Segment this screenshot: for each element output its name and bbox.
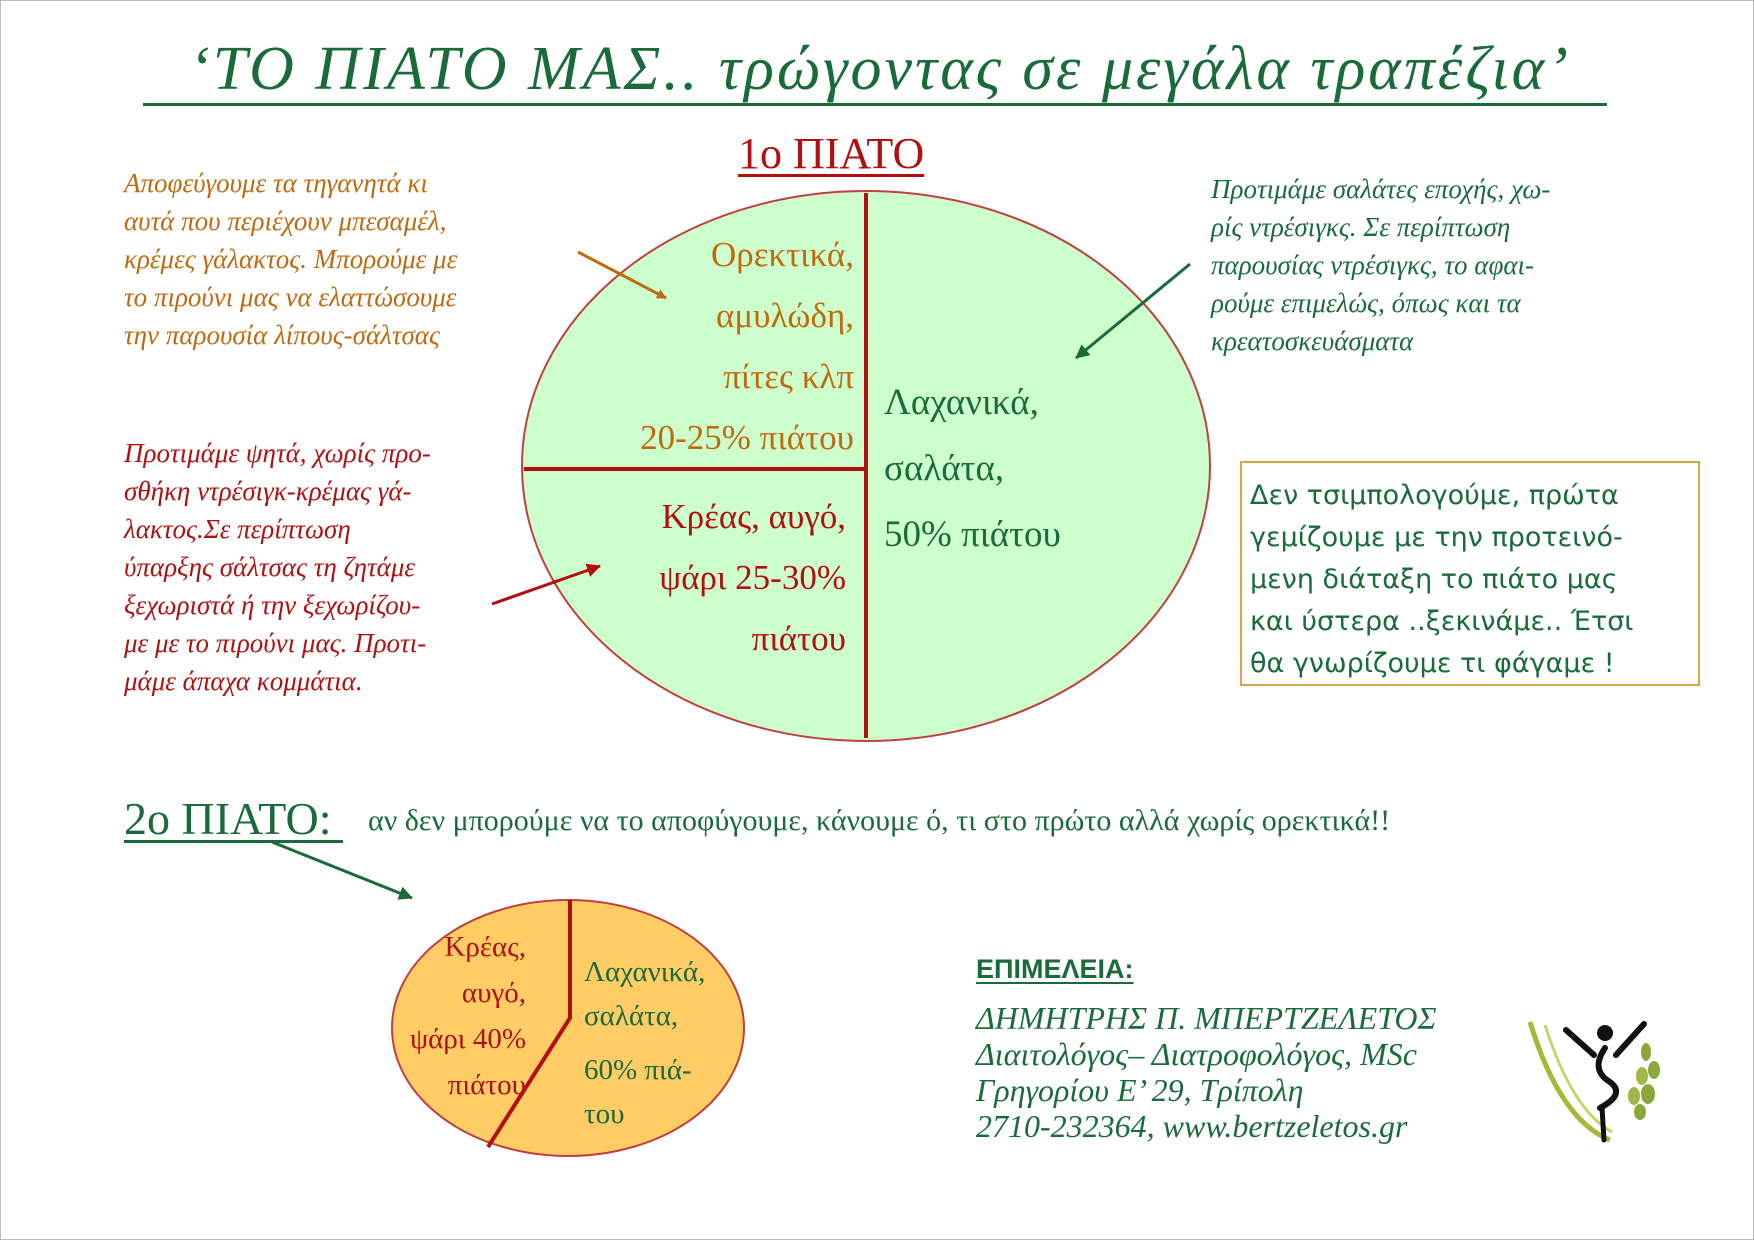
segment-line: σαλάτα,	[884, 448, 1005, 489]
plate-1-segment-meat	[659, 486, 846, 669]
note-line: Αποφεύγουμε τα τηγανητά κι	[124, 168, 428, 198]
note-line: Προτιμάμε σαλάτες εποχής, χω-	[1211, 174, 1551, 204]
segment-line: 20-25% πιάτου	[640, 418, 854, 457]
credits-label: ΕΠΙΜΕΛΕΙΑ:	[976, 954, 1134, 984]
credits-address: Γρηγορίου Ε’ 29, Τρίπολη	[976, 1072, 1304, 1108]
credits-contact: 2710-232364, www.bertzeletos.gr	[976, 1108, 1408, 1144]
note-line: την παρουσία λίπους-σάλτσας	[124, 320, 440, 350]
note-line: κρέμες γάλακτος. Μπορούμε με	[124, 244, 458, 274]
title-underline	[143, 103, 1607, 106]
note-line: το πιρούνι μας να ελαττώσουμε	[124, 282, 457, 312]
segment-line: Κρέας, αυγό,	[661, 497, 846, 536]
note-fried	[124, 164, 457, 354]
note-line: μάμε άπαχα κομμάτια.	[124, 666, 363, 696]
credits-name: ΔΗΜΗΤΡΗΣ Π. ΜΠΕΡΤΖΕΛΕΤΟΣ	[976, 1000, 1437, 1036]
segment-line: πιάτου	[751, 619, 846, 658]
plate-2-segment-vegetables	[584, 950, 705, 1136]
segment-line: 50% πιάτου	[884, 514, 1061, 555]
segment-line: του	[584, 1098, 625, 1130]
plate-1-heading: 1ο ΠΙΑΤΟ	[738, 129, 925, 178]
credits-title: Διαιτολόγος– Διατροφολόγος, MSc	[976, 1036, 1417, 1072]
note-line: ρούμε επιμελώς, όπως και τα	[1211, 288, 1521, 318]
note-line: ρίς ντρέσιγκς. Σε περίπτωση	[1211, 212, 1511, 242]
advice-line: και ύστερα ..ξεκινάμε.. Έτσι	[1250, 606, 1634, 637]
advice-box	[1240, 461, 1700, 686]
credits-block	[976, 1000, 1436, 1144]
segment-line: Λαχανικά,	[584, 956, 706, 988]
note-line: λακτος.Σε περίπτωση	[124, 514, 351, 544]
page-title: ‘ΤΟ ΠΙΑΤΟ ΜΑΣ.. τρώγοντας σε μεγάλα τραπέζια’	[189, 35, 1571, 103]
segment-line: ψάρι 40%	[409, 1023, 526, 1055]
segment-line: πιάτου	[447, 1069, 526, 1101]
note-line: σθήκη ντρέσιγκ-κρέμας γά-	[124, 476, 412, 506]
note-line: αυτά που περιέχουν μπεσαμέλ,	[124, 206, 447, 236]
segment-line: ψάρι 25-30%	[659, 558, 846, 597]
plate-2-heading: 2ο ΠΙΑΤΟ:	[124, 793, 343, 844]
segment-line: αυγό,	[461, 977, 526, 1009]
note-line: κρεατοσκευάσματα	[1211, 326, 1414, 356]
logo	[1530, 1022, 1660, 1140]
segment-line: Ορεκτικά,	[711, 235, 854, 274]
plate-2-segment-meat	[410, 924, 526, 1108]
segment-line: Κρέας,	[444, 931, 526, 963]
note-line: με με το πιρούνι μας. Προτι-	[124, 628, 427, 658]
plate-1	[522, 191, 1210, 741]
segment-line: αμυλώδη,	[716, 296, 854, 335]
note-line: Προτιμάμε ψητά, χωρίς προ-	[124, 438, 431, 468]
plate-2-description: αν δεν μπορούμε να το αποφύγουμε, κάνουμε ό, τι στο πρώτο αλλά χωρίς ορεκτικά!!	[368, 804, 1391, 837]
advice-line: μενη διάταξη το πιάτο μας	[1250, 564, 1618, 595]
advice-line: θα γνωρίζουμε τι φάγαμε !	[1250, 648, 1615, 679]
note-salads	[1211, 170, 1550, 360]
note-line: ύπαρξης σάλτσας τη ζητάμε	[124, 552, 416, 582]
advice-line: γεμίζουμε με την προτεινό-	[1250, 522, 1623, 553]
segment-line: σαλάτα,	[584, 1000, 679, 1032]
note-line: παρουσίας ντρέσιγκς, το αφαι-	[1211, 250, 1535, 280]
arrow-plate-2	[272, 842, 412, 898]
plate-1-segment-vegetables	[884, 370, 1061, 568]
note-grilled	[124, 434, 431, 700]
note-line: ξεχωριστά ή την ξεχωρίζου-	[124, 590, 421, 620]
segment-line: πίτες κλπ	[723, 357, 854, 396]
advice-line: Δεν τσιμπολογούμε, πρώτα	[1250, 480, 1619, 511]
plate-1-segment-appetizers	[640, 224, 854, 468]
segment-line: 60% πιά-	[584, 1054, 692, 1086]
segment-line: Λαχανικά,	[884, 382, 1039, 423]
